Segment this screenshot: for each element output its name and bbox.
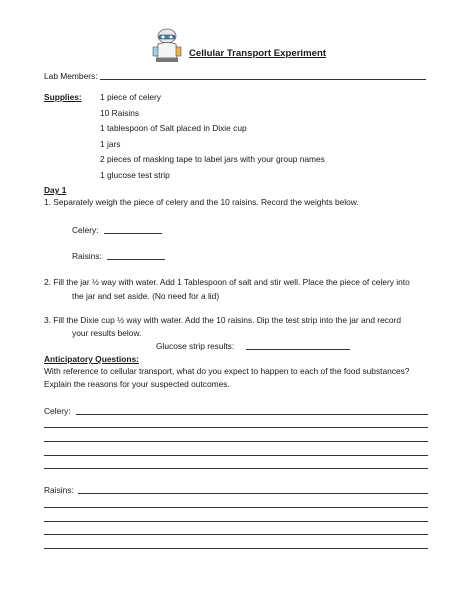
step-2-text: 2. Fill the jar ½ way with water. Add 1 Tablespoon of salt and stir well. Place the piece of celery into	[44, 277, 410, 287]
celery-answer-line[interactable]	[44, 455, 428, 456]
supply-item: 1 glucose test strip	[100, 170, 170, 180]
glucose-results-label: Glucose strip results:	[156, 341, 235, 351]
celery-answer-line[interactable]	[76, 414, 428, 415]
celery-answer-label: Celery:	[44, 406, 71, 416]
step-2-text-cont: the jar and set aside. (No need for a lid)	[72, 291, 220, 301]
celery-answer-line[interactable]	[44, 441, 428, 442]
supply-item: 2 pieces of masking tape to label jars with your group names	[100, 154, 325, 164]
supply-item: 1 jars	[100, 139, 121, 149]
anticipatory-heading: Anticipatory Questions:	[44, 354, 139, 364]
raisins-weight-label: Raisins:	[72, 251, 102, 261]
day1-heading: Day 1	[44, 185, 67, 195]
raisins-weight-field[interactable]	[107, 259, 165, 260]
page-title: Cellular Transport Experiment	[189, 48, 327, 59]
celery-weight-field[interactable]	[104, 233, 162, 234]
celery-answer-line[interactable]	[44, 427, 428, 428]
step-3-text: 3. Fill the Dixie cup ½ way with water. Add the 10 raisins. Dip the test strip into the jar and record	[44, 315, 402, 325]
supplies-label: Supplies:	[44, 92, 82, 102]
lab-members-field[interactable]	[100, 79, 426, 80]
glucose-results-field[interactable]	[246, 349, 350, 350]
celery-weight-label: Celery:	[72, 225, 99, 235]
raisins-answer-label: Raisins:	[44, 485, 74, 495]
question-text: With reference to cellular transport, what do you expect to happen to each of the food substances?	[44, 366, 410, 376]
scientist-logo-icon	[150, 28, 184, 64]
raisins-answer-line[interactable]	[78, 493, 428, 494]
step-1-text: 1. Separately weigh the piece of celery and the 10 raisins. Record the weights below.	[44, 197, 359, 207]
supply-item: 1 tablespoon of Salt placed in Dixie cup	[100, 123, 247, 133]
raisins-answer-line[interactable]	[44, 521, 428, 522]
supply-item: 1 piece of celery	[100, 92, 161, 102]
lab-members-label: Lab Members:	[44, 71, 98, 81]
raisins-answer-line[interactable]	[44, 548, 428, 549]
question-text-cont: Explain the reasons for your suspected outcomes.	[44, 379, 230, 389]
celery-answer-line[interactable]	[44, 468, 428, 469]
raisins-answer-line[interactable]	[44, 534, 428, 535]
supply-item: 10 Raisins	[100, 108, 140, 118]
step-3-text-cont: your results below.	[72, 328, 142, 338]
raisins-answer-line[interactable]	[44, 507, 428, 508]
